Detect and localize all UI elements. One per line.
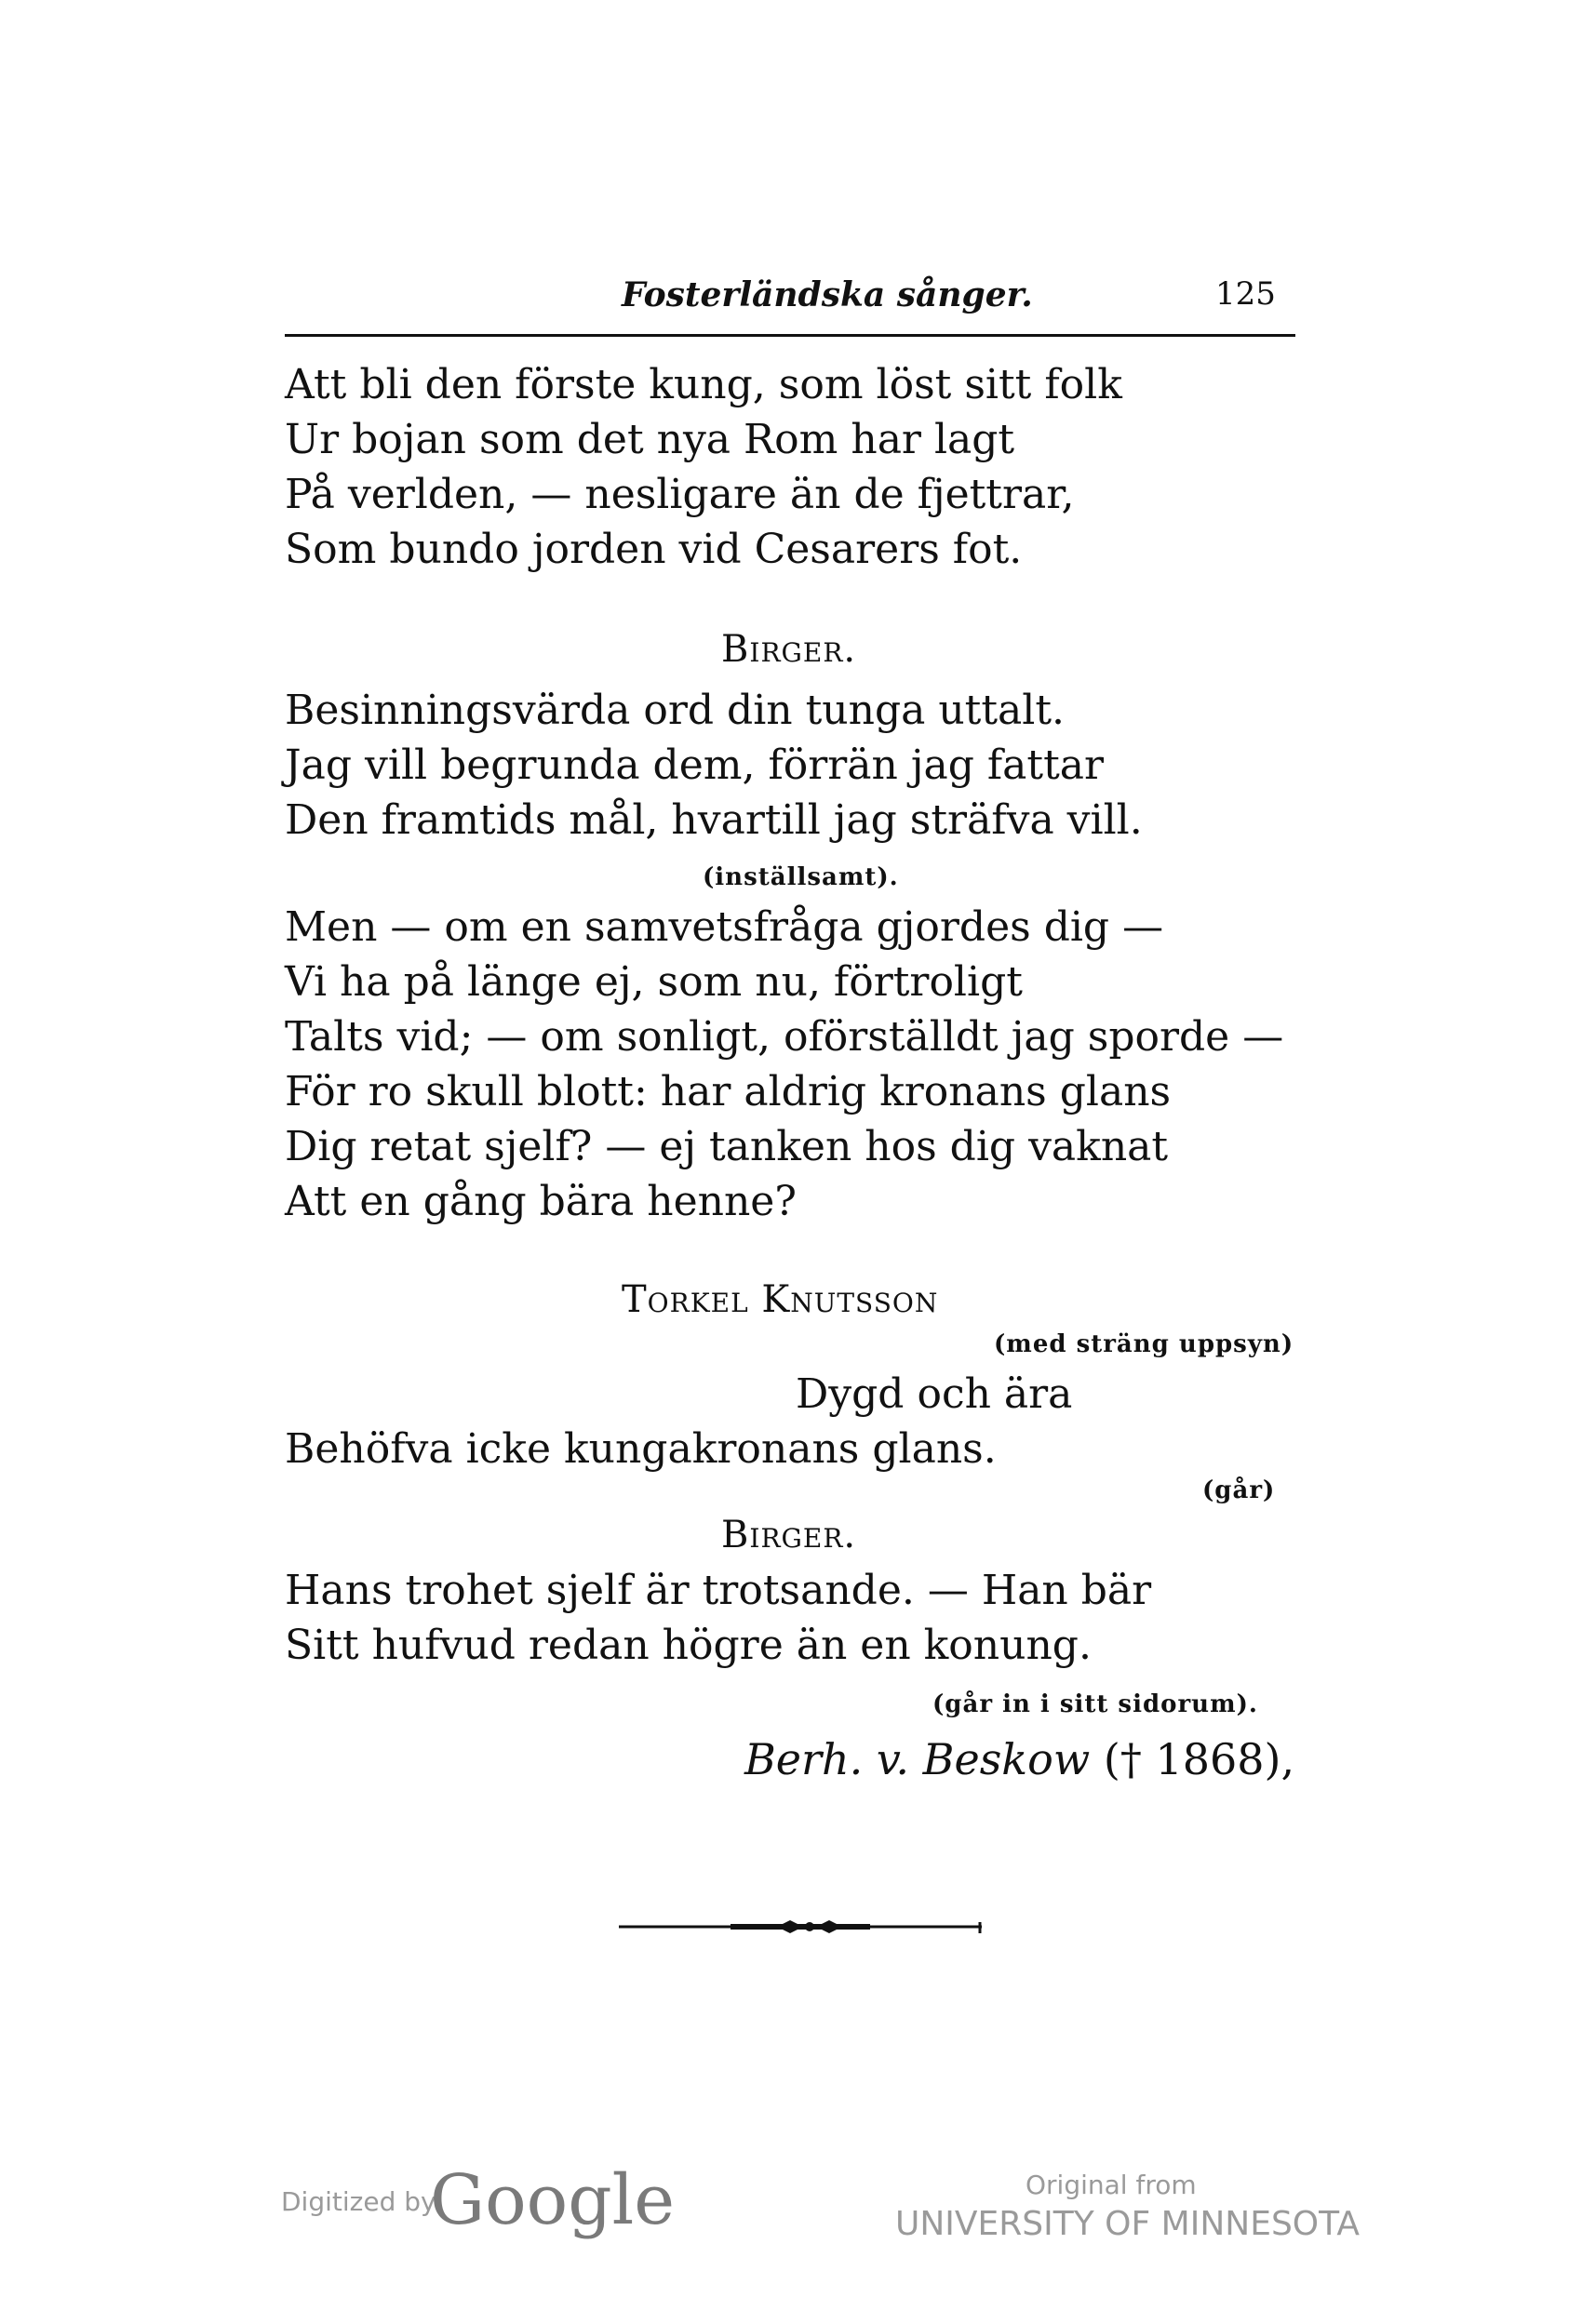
header-rule <box>285 334 1295 337</box>
verse-line: Besinningsvärda ord din tunga uttalt. <box>285 687 1066 734</box>
digitized-by-label: Digitized by <box>281 2186 436 2217</box>
stage-direction: (med sträng uppsyn) <box>994 1330 1294 1358</box>
verse-line: Dig retat sjelf? — ej tanken hos dig vaknat <box>285 1123 1169 1170</box>
verse-line: Hans trohet sjelf är trotsande. — Han bär <box>285 1567 1152 1614</box>
author-signature <box>744 1734 1294 1784</box>
verse-line: För ro skull blott: har aldrig kronans glans <box>285 1068 1172 1115</box>
page-number: 125 <box>1215 275 1276 313</box>
author-first-name: Berh. <box>744 1734 864 1784</box>
verse-line: Ur bojan som det nya Rom har lagt <box>285 416 1015 463</box>
original-from-label: Original from <box>1026 2170 1197 2200</box>
speaker-name: Birger. <box>721 628 857 671</box>
verse-line: Den framtids mål, hvartill jag sträfva vill. <box>285 796 1143 844</box>
verse-line: Talts vid; — om sonligt, oförställdt jag sporde — <box>285 1013 1284 1061</box>
stage-direction: (går) <box>1202 1476 1276 1504</box>
verse-line: Att bli den förste kung, som löst sitt folk <box>285 361 1122 408</box>
verse-line: Behöfva icke kungakronans glans. <box>285 1425 997 1473</box>
ornament-rule-icon <box>619 1915 982 1939</box>
author-surname: Beskow <box>922 1734 1091 1784</box>
verse-line: Men — om en samvetsfråga gjordes dig — <box>285 903 1164 951</box>
speaker-name: Birger. <box>721 1514 857 1556</box>
verse-line: Dygd och ära <box>796 1370 1073 1418</box>
author-dates: († 1868), <box>1103 1734 1295 1784</box>
author-particle: v. <box>876 1734 910 1784</box>
verse-line: Vi ha på länge ej, som nu, förtroligt <box>285 958 1023 1006</box>
verse-line: Jag vill begrunda dem, förrän jag fattar <box>285 741 1105 789</box>
verse-line: Att en gång bära henne? <box>285 1178 797 1225</box>
stage-direction: (går in i sitt sidorum). <box>932 1690 1258 1718</box>
university-label: UNIVERSITY OF MINNESOTA <box>895 2205 1360 2243</box>
running-header-title: Fosterländska sånger. <box>622 275 1033 314</box>
google-logo: Google <box>430 2160 676 2240</box>
verse-line: Som bundo jorden vid Cesarers fot. <box>285 526 1023 573</box>
speaker-name: Torkel Knutsson <box>622 1278 939 1321</box>
verse-line: Sitt hufvud redan högre än en konung. <box>285 1622 1092 1669</box>
verse-line: På verlden, — nesligare än de fjettrar, <box>285 471 1075 518</box>
stage-direction: (inställsamt). <box>703 863 899 891</box>
